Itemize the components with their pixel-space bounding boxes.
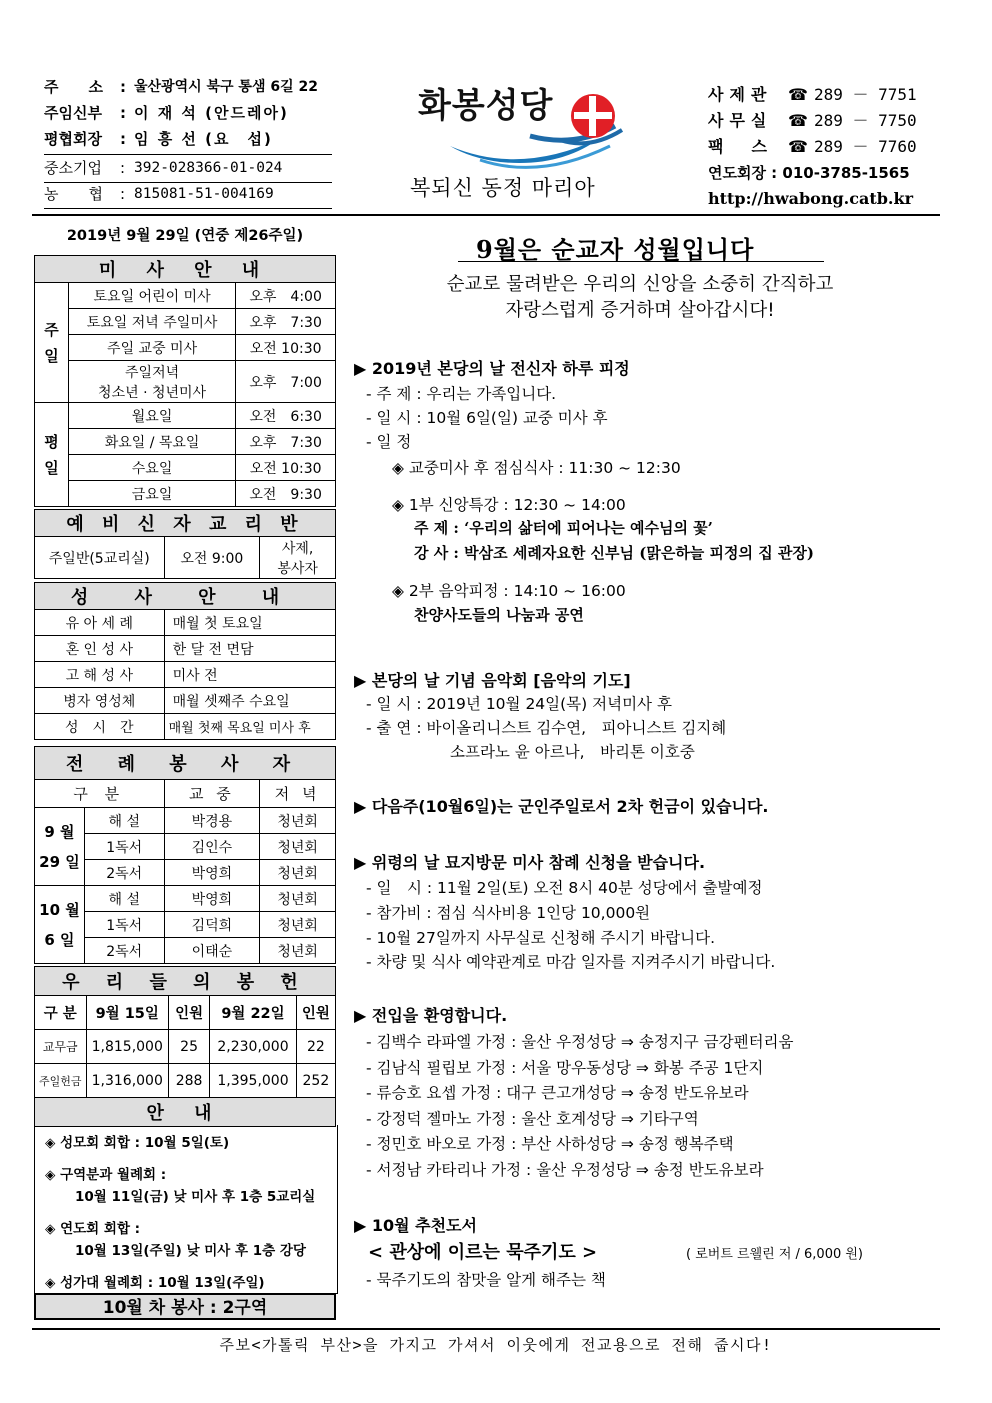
footer-text: 주보<가톨릭 부산>을 가지고 가셔서 이웃에게 전교용으로 전해 줍시다! xyxy=(219,1336,773,1354)
mass-name: 주일저녁 xyxy=(125,364,180,381)
sacrament-title: 성 사 안 내 xyxy=(35,583,336,610)
bank2-label: 농 협 xyxy=(44,185,103,203)
mass-schedule xyxy=(34,255,336,507)
book-author: ( 로버트 르웰린 저 / 6,000 원) xyxy=(686,1247,863,1262)
section-military-sunday: ▶ 다음주(10월6일)는 군인주일로서 2차 헌금이 있습니다. xyxy=(354,797,769,816)
col-week1: 9월 15일 xyxy=(86,996,168,1030)
sacrament-table xyxy=(34,582,336,740)
liturgy-main: 김인수 xyxy=(164,834,260,860)
title-underline xyxy=(458,261,824,262)
welcome-family: - 강정덕 젤마노 가정 : 울산 호계성당 ⇒ 기타구역 xyxy=(366,1110,699,1128)
section-cemetery-title: ▶ 위령의 날 묘지방문 미사 참례 신청을 받습니다. xyxy=(354,853,706,872)
office-phone: 289 － 7750 xyxy=(813,111,917,130)
liturgy-main: 박영희 xyxy=(164,886,260,912)
address-label: 주 소 xyxy=(44,78,103,96)
offering-amount: 2,230,000 xyxy=(210,1030,297,1064)
welcome-family: - 김백수 라파엘 가정 : 울산 우정성당 ⇒ 송정지구 금강펜터리움 xyxy=(366,1033,794,1051)
welcome-family: - 김남식 필립보 가정 : 서울 망우동성당 ⇒ 화봉 주공 1단지 xyxy=(366,1059,764,1077)
sacrament-info: 매월 첫째 목요일 미사 후 xyxy=(164,714,335,740)
retreat-part1-theme: 주 제 : ‘우리의 삶터에 피어나는 예수님의 꽃’ xyxy=(414,519,713,537)
week-label: 9 월 xyxy=(44,822,75,841)
concert-performers: - 출 연 : 바이올리니스트 김수연, 피아니스트 김지혜 xyxy=(366,719,727,737)
sunday-label: 주 일 xyxy=(44,320,59,365)
rectory-phone: 289 － 7751 xyxy=(813,85,917,104)
liturgy-role: 1독서 xyxy=(84,912,164,938)
liturgy-evening: 청년회 xyxy=(260,938,336,964)
catechumen-table xyxy=(34,509,336,579)
rectory-label: 사제관 xyxy=(708,85,773,104)
lead-line-2: 자랑스럽게 증거하며 살아갑시다! xyxy=(505,300,775,321)
catechumen-place: 주일반(5교리실) xyxy=(35,537,165,579)
section-retreat-title: ▶ 2019년 본당의 날 전신자 하루 피정 xyxy=(354,359,630,378)
col-division: 구 분 xyxy=(35,780,165,808)
liturgy-role: 1독서 xyxy=(84,834,164,860)
liturgy-table xyxy=(34,746,336,964)
week-label-2: 29 일 xyxy=(39,852,80,871)
mass-time: 오후 4:00 xyxy=(236,283,336,309)
retreat-part1: ◈ 1부 신앙특강 : 12:30 ~ 14:00 xyxy=(392,496,626,514)
retreat-part2: ◈ 2부 음악피정 : 14:10 ~ 16:00 xyxy=(392,582,626,600)
parish-info: 주 소 : 울산광역시 북구 통샘 6길 22 주임신부 : 이 재 석 (안드레아) 평협회장 : 임 흥 선 (요 섭) 중소기업 : 392-028366-01-024 농 협 : 815081-51-004169 xyxy=(44,74,344,207)
notice-item: ◈ 구역분과 월례회 : xyxy=(45,1167,167,1183)
section-book-title: ▶ 10월 추천도서 xyxy=(354,1216,477,1235)
lead-text xyxy=(360,272,920,324)
catechumen-title: 예 비 신 자 교 리 반 xyxy=(35,510,336,537)
liturgy-main: 이태순 xyxy=(164,938,260,964)
mass-time: 오전 9:30 xyxy=(236,481,336,507)
website-link[interactable]: http://hwabong.catb.kr xyxy=(708,189,913,208)
liturgy-evening: 청년회 xyxy=(260,808,336,834)
offering-amount: 1,395,000 xyxy=(210,1064,297,1098)
col-main-mass: 교 중 xyxy=(164,780,260,808)
weekday-label: 평 일 xyxy=(44,432,59,477)
notice-title: 안 내 xyxy=(35,1098,336,1127)
cemetery-deadline: - 10월 27일까지 사무실로 신청해 주시기 바랍니다. xyxy=(366,929,716,947)
week-label: 10 월 xyxy=(39,900,80,919)
bank1-account: 392-028366-01-024 xyxy=(134,160,283,176)
mass-time: 오후 7:30 xyxy=(236,309,336,335)
liturgy-evening: 청년회 xyxy=(260,860,336,886)
concert-time: - 일 시 : 2019년 10월 24일(목) 저녁미사 후 xyxy=(366,695,672,713)
liturgy-evening: 청년회 xyxy=(260,886,336,912)
notice-box xyxy=(34,1125,338,1294)
mass-name: 금요일 xyxy=(68,481,235,507)
retreat-theme: - 주 제 : 우리는 가족입니다. xyxy=(366,385,557,403)
retreat-part2-desc: 찬양사도들의 나눔과 공연 xyxy=(414,606,584,624)
col-people2: 인원 xyxy=(296,996,335,1030)
mass-time: 오전 10:30 xyxy=(236,455,336,481)
retreat-lunch: ◈ 교중미사 후 점심식사 : 11:30 ~ 12:30 xyxy=(392,459,681,477)
parish-council-contact: 연도회장 : 010-3785-1565 xyxy=(708,164,910,182)
liturgy-main: 김덕희 xyxy=(164,912,260,938)
phone-icon: ☎ xyxy=(788,137,808,156)
offering-people: 288 xyxy=(168,1064,209,1098)
sacrament-name: 혼 인 성 사 xyxy=(35,636,165,662)
contact-info xyxy=(708,82,948,212)
offering-title: 우 리 들 의 봉 헌 xyxy=(35,967,336,996)
offering-people: 22 xyxy=(296,1030,335,1064)
council-label: 평협회장 xyxy=(44,130,102,148)
phone-icon: ☎ xyxy=(788,85,808,104)
fax-phone: 289 － 7760 xyxy=(813,137,917,156)
cemetery-fee: - 참가비 : 점심 식사비용 1인당 10,000원 xyxy=(366,904,651,922)
book-desc: - 묵주기도의 참맛을 알게 해주는 책 xyxy=(366,1271,606,1289)
notice-item: ◈ 성가대 월례회 : 10월 13일(주일) xyxy=(45,1275,265,1291)
offering-people: 252 xyxy=(296,1064,335,1098)
header-divider xyxy=(32,214,940,216)
mass-time: 오후 7:30 xyxy=(236,429,336,455)
phone-icon: ☎ xyxy=(788,111,808,130)
bank1-label: 중소기업 xyxy=(44,159,102,177)
section-welcome-title: ▶ 전입을 환영합니다. xyxy=(354,1006,508,1025)
offering-people: 25 xyxy=(168,1030,209,1064)
sacrament-info: 매월 셋째주 수요일 xyxy=(164,688,335,714)
offering-amount: 1,815,000 xyxy=(86,1030,168,1064)
sacrament-name: 고 해 성 사 xyxy=(35,662,165,688)
sacrament-name: 병자 영성체 xyxy=(35,688,165,714)
bulletin-date: 2019년 9월 29일 (연중 제26주일) xyxy=(66,228,304,244)
logo-subtitle: 복되신 동정 마리아 xyxy=(410,176,596,200)
office-label: 사무실 xyxy=(708,111,773,130)
cemetery-time: - 일 시 : 11월 2일(토) 오전 8시 40분 성당에서 출발예정 xyxy=(366,879,763,897)
mass-name-2: 청소년 · 청년미사 xyxy=(98,384,207,401)
section-concert-title: ▶ 본당의 날 기념 음악회 [음악의 기도] xyxy=(354,671,631,690)
sacrament-name: 성 시 간 xyxy=(35,714,165,740)
mass-time: 오전 10:30 xyxy=(236,335,336,361)
sacrament-info: 한 달 전 면담 xyxy=(164,636,335,662)
mass-time: 오전 6:30 xyxy=(236,403,336,429)
liturgy-role: 2독서 xyxy=(84,938,164,964)
liturgy-main: 박영희 xyxy=(164,860,260,886)
pastor: 이 재 석 (안드레아) xyxy=(134,104,289,122)
liturgy-title: 전 례 봉 사 자 xyxy=(35,747,336,780)
col-people1: 인원 xyxy=(168,996,209,1030)
offering-amount: 1,316,000 xyxy=(86,1064,168,1098)
concert-performers-2: 소프라노 윤 아르나, 바리톤 이호중 xyxy=(450,743,695,761)
sacrament-name: 유 아 세 례 xyxy=(35,610,165,636)
mass-name: 토요일 저녁 주일미사 xyxy=(68,309,235,335)
bank2-account: 815081-51-004169 xyxy=(134,186,274,202)
parish-logo xyxy=(410,76,640,206)
offering-kind: 주일헌금 xyxy=(35,1064,87,1098)
mass-name: 월요일 xyxy=(68,403,235,429)
col-division: 구 분 xyxy=(35,996,87,1030)
lead-line-1: 순교로 물려받은 우리의 신앙을 소중히 간직하고 xyxy=(446,274,834,295)
notice-item-detail: 10월 11일(금) 낮 미사 후 1층 5교리실 xyxy=(75,1189,316,1205)
offering-table xyxy=(34,966,336,1127)
sacrament-info: 매월 첫 토요일 xyxy=(164,610,335,636)
mass-name: 토요일 어린이 미사 xyxy=(68,283,235,309)
logo-title: 화봉성당 xyxy=(418,86,554,126)
book-name: < 관상에 이르는 묵주기도 > xyxy=(368,1242,598,1263)
mass-name: 수요일 xyxy=(68,455,235,481)
pastor-label: 주임신부 xyxy=(44,104,102,122)
service-group: 10월 차 봉사 : 2구역 xyxy=(34,1293,336,1320)
mass-name: 화요일 / 목요일 xyxy=(68,429,235,455)
welcome-family: - 서정남 카타리나 가정 : 울산 우정성당 ⇒ 송정 반도유보라 xyxy=(366,1161,764,1179)
liturgy-role: 해 설 xyxy=(84,886,164,912)
notice-item: ◈ 연도회 회합 : xyxy=(45,1221,141,1237)
catechumen-teacher-2: 봉사자 xyxy=(277,560,318,577)
liturgy-role: 2독서 xyxy=(84,860,164,886)
cemetery-note: - 차량 및 식사 예약관계로 마감 일자를 지켜주시기 바랍니다. xyxy=(366,953,776,971)
catechumen-teacher: 사제, xyxy=(281,540,314,557)
col-evening-mass: 저 녁 xyxy=(260,780,336,808)
retreat-time: - 일 시 : 10월 6일(일) 교중 미사 후 xyxy=(366,409,608,427)
notice-item: ◈ 성모회 회합 : 10월 5일(토) xyxy=(45,1135,230,1151)
welcome-family: - 류승호 요셉 가정 : 대구 큰고개성당 ⇒ 송정 반도유보라 xyxy=(366,1084,749,1102)
retreat-schedule: - 일 정 xyxy=(366,433,412,451)
address: 울산광역시 북구 통샘 6길 22 xyxy=(134,79,318,95)
col-week2: 9월 22일 xyxy=(210,996,297,1030)
footer-divider xyxy=(32,1328,940,1330)
council: 임 흥 선 (요 섭) xyxy=(134,130,273,148)
main-title: 9월은 순교자 성월입니다 xyxy=(476,235,755,264)
retreat-part1-speaker: 강 사 : 박삼조 세례자요한 신부님 (맑은하늘 피정의 집 관장) xyxy=(414,544,815,562)
mass-name: 주일 교중 미사 xyxy=(68,335,235,361)
sacrament-info: 미사 전 xyxy=(164,662,335,688)
offering-kind: 교무금 xyxy=(35,1030,87,1064)
welcome-family: - 정민호 바오로 가정 : 부산 사하성당 ⇒ 송정 행복주택 xyxy=(366,1135,734,1153)
fax-label: 팩 스 xyxy=(708,137,773,156)
week-label-2: 6 일 xyxy=(44,930,75,949)
catechumen-time: 오전 9:00 xyxy=(164,537,260,579)
liturgy-evening: 청년회 xyxy=(260,834,336,860)
liturgy-main: 박경용 xyxy=(164,808,260,834)
liturgy-evening: 청년회 xyxy=(260,912,336,938)
liturgy-role: 해 설 xyxy=(84,808,164,834)
mass-title: 미 사 안 내 xyxy=(35,256,336,283)
mass-time: 오후 7:00 xyxy=(236,361,336,403)
notice-item-detail: 10월 13일(주일) 낮 미사 후 1층 강당 xyxy=(75,1243,306,1259)
